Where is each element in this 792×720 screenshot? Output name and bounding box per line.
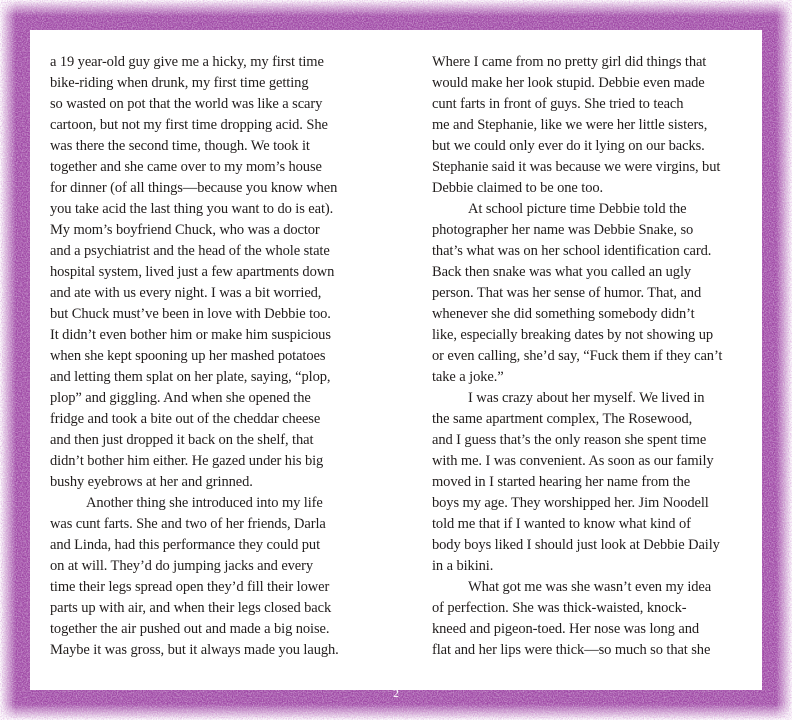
text-line: me and Stephanie, like we were her little sisters, (432, 117, 708, 133)
text-line: would make her look stupid. Debbie even made (432, 75, 705, 91)
text-line: hospital system, lived just a few apartments down (50, 264, 335, 280)
text-line: Maybe it was gross, but it always made you laugh. (50, 642, 339, 658)
text-line: Back then snake was what you called an ugly (432, 264, 692, 280)
text-line: and ate with us every night. I was a bit worried, (50, 285, 322, 301)
text-line: fridge and took a bite out of the cheddar cheese (50, 411, 321, 427)
text-line: when she kept spooning up her mashed potatoes (50, 348, 326, 364)
text-line: kneed and pigeon-toed. Her nose was long and (432, 621, 699, 637)
text-line: on at will. They’d do jumping jacks and every (50, 558, 314, 574)
text-line: but Chuck must’ve been in love with Debbie too. (50, 306, 331, 322)
text-line: boys my age. They worshipped her. Jim Noodell (432, 495, 709, 511)
text-line: person. That was her sense of humor. That, and (432, 285, 702, 301)
text-line: and I guess that’s the only reason she spent time (432, 432, 707, 448)
text-line: It didn’t even bother him or make him suspicious (50, 327, 331, 343)
text-line: I was crazy about her myself. We lived in (468, 390, 705, 406)
text-line: My mom’s boyfriend Chuck, who was a doctor (50, 222, 320, 238)
text-line: What got me was she wasn’t even my idea (468, 579, 712, 595)
text-line: take a joke.” (432, 369, 504, 385)
text-line: whenever she did something somebody didn’t (432, 306, 695, 322)
text-line: parts up with air, and when their legs closed back (50, 600, 332, 616)
text-line: plop” and giggling. And when she opened the (50, 390, 311, 406)
text-line: cunt farts in front of guys. She tried to teach (432, 96, 684, 112)
text-line: bushy eyebrows at her and grinned. (50, 474, 253, 490)
text-column-right (432, 52, 754, 661)
text-line: with me. I was convenient. As soon as our family (432, 453, 714, 469)
text-line: Another thing she introduced into my life (86, 495, 323, 511)
text-line: body boys liked I should just look at Debbie Daily (432, 537, 720, 553)
text-line: and a psychiatrist and the head of the whole state (50, 243, 330, 259)
text-line: but we could only ever do it lying on our backs. (432, 138, 705, 154)
text-line: together the air pushed out and made a big noise. (50, 621, 330, 637)
text-line: cartoon, but not my first time dropping acid. She (50, 117, 328, 133)
text-line: photographer her name was Debbie Snake, so (432, 222, 694, 238)
text-line: flat and her lips were thick—so much so that she (432, 642, 711, 658)
text-line: Stephanie said it was because we were virgins, but (432, 159, 721, 175)
text-line: and letting them splat on her plate, saying, “plop, (50, 369, 331, 385)
text-line: like, especially breaking dates by not showing up (432, 327, 714, 343)
text-column-left (50, 52, 372, 661)
text-line: in a bikini. (432, 558, 494, 574)
text-line: of perfection. She was thick-waisted, knock- (432, 600, 687, 616)
text-line: was cunt farts. She and two of her friends, Darla (50, 516, 326, 532)
text-line: or even calling, she’d say, “Fuck them if they can’t (432, 348, 723, 364)
text-line: for dinner (of all things—because you know when (50, 180, 338, 196)
text-line: time their legs spread open they’d fill their lower (50, 579, 330, 595)
text-line: Debbie claimed to be one too. (432, 180, 604, 196)
text-line: told me that if I wanted to know what kind of (432, 516, 691, 532)
text-line: so wasted on pot that the world was like a scary (50, 96, 323, 112)
text-line: that’s what was on her school identification card. (432, 243, 712, 259)
text-line: moved in I started hearing her name from the (432, 474, 691, 490)
text-line: didn’t bother him either. He gazed under his big (50, 453, 324, 469)
text-line: the same apartment complex, The Rosewood, (432, 411, 693, 427)
text-line: a 19 year-old guy give me a hicky, my first time (50, 54, 324, 70)
page-content (30, 30, 762, 690)
text-line: together and she came over to my mom’s house (50, 159, 322, 175)
text-line: and then just dropped it back on the shelf, that (50, 432, 314, 448)
text-line: and Linda, had this performance they could put (50, 537, 321, 553)
text-line: you take acid the last thing you want to do is eat). (50, 201, 334, 217)
page-number: 2 (393, 688, 399, 700)
text-line: At school picture time Debbie told the (468, 201, 687, 217)
text-line: Where I came from no pretty girl did things that (432, 54, 707, 70)
text-line: bike-riding when drunk, my first time getting (50, 75, 309, 91)
text-line: was there the second time, though. We took it (50, 138, 310, 154)
